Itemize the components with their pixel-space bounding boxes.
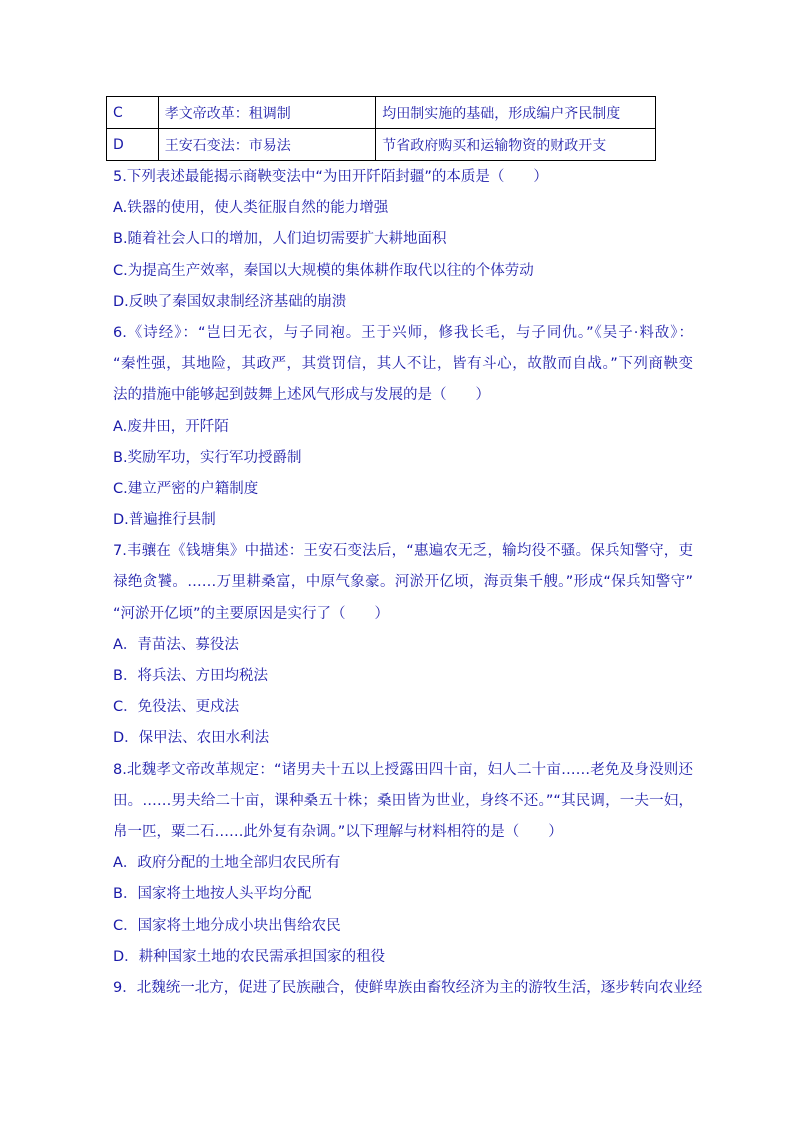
table-cell-option: C	[107, 97, 159, 129]
option-line: C．免役法、更戍法	[113, 699, 240, 716]
option-line: C.为提高生产效率，秦国以大规模的集体耕作取代以往的个体劳动	[113, 262, 534, 279]
question-6-stem: “秦性强，其地险，其政严，其赏罚信，其人不让，皆有斗心，故散而自战。”下列商鞅变	[113, 356, 693, 373]
option-line: C．国家将土地分成小块出售给农民	[113, 917, 341, 934]
option-line: B.随着社会人口的增加，人们迫切需要扩大耕地面积	[113, 231, 447, 248]
question-6-stem: 6.《诗经》：“岂曰无衣，与子同袍。王于兴师，修我长毛，与子同仇。”《吴子·料敌》：	[113, 324, 693, 341]
option-line: C.建立严密的户籍制度	[113, 480, 259, 497]
table-row	[107, 129, 656, 161]
question-8-stem: 帛一匹，粟二石……此外复有杂调。”以下理解与材料相符的是（ ）	[113, 823, 563, 840]
question-9-stem: 9．北魏统一北方，促进了民族融合，使鲜卑族由畜牧经济为主的游牧生活，逐步转向农业经	[113, 979, 703, 996]
question-8-stem: 田。……男夫给二十亩，课种桑五十株；桑田皆为世业，身终不还。”“其民调，一夫一妇，	[113, 792, 693, 809]
table-cell-option: D	[107, 129, 159, 161]
question-5-stem: 5.下列表述最能揭示商鞅变法中“为田开阡陌封疆”的本质是（ ）	[113, 169, 548, 185]
question-7-stem: 禄绝贪饕。……万里耕桑富，中原气象豪。河淤开亿顷，海贡集千艘。”形成“保兵知警守”	[113, 574, 693, 591]
table-cell-reform: 孝文帝改革：租调制	[158, 97, 376, 129]
option-line: B．将兵法、方田均税法	[113, 668, 268, 684]
option-line: A.铁器的使用，使人类征服自然的能力增强	[113, 200, 389, 217]
question-6-stem: 法的措施中能够起到鼓舞上述风气形成与发展的是（ ）	[113, 387, 490, 404]
table-row	[107, 97, 656, 129]
option-line: B.奖励军功，实行军功授爵制	[113, 449, 302, 466]
option-line: B．国家将土地按人头平均分配	[113, 886, 312, 903]
options-table	[106, 96, 656, 161]
question-7-stem: 7.韦骧在《钱塘集》中描述：王安石变法后，“惠遍农无乏，输均役不骚。保兵知警守，吏	[113, 543, 693, 560]
option-line: A．政府分配的土地全部归农民所有	[113, 855, 341, 872]
option-line: D.反映了秦国奴隶制经济基础的崩溃	[113, 293, 347, 310]
option-line: D．保甲法、农田水利法	[113, 730, 270, 747]
option-line: A．青苗法、募役法	[113, 636, 239, 653]
option-line: A.废井田，开阡陌	[113, 418, 229, 435]
table-cell-effect: 均田制实施的基础，形成编户齐民制度	[376, 97, 656, 129]
question-7-stem: “河淤开亿顷”的主要原因是实行了（ ）	[113, 605, 390, 622]
question-8-stem: 8.北魏孝文帝改革规定：“诸男夫十五以上授露田四十亩，妇人二十亩……老免及身没则还	[113, 761, 693, 778]
table-cell-effect: 节省政府购买和运输物资的财政开支	[376, 129, 656, 161]
question-text-block	[113, 162, 703, 1004]
table-cell-reform: 王安石变法：市易法	[158, 129, 376, 161]
option-line: D.普遍推行县制	[113, 512, 216, 529]
option-line: D．耕种国家土地的农民需承担国家的租役	[113, 948, 386, 965]
